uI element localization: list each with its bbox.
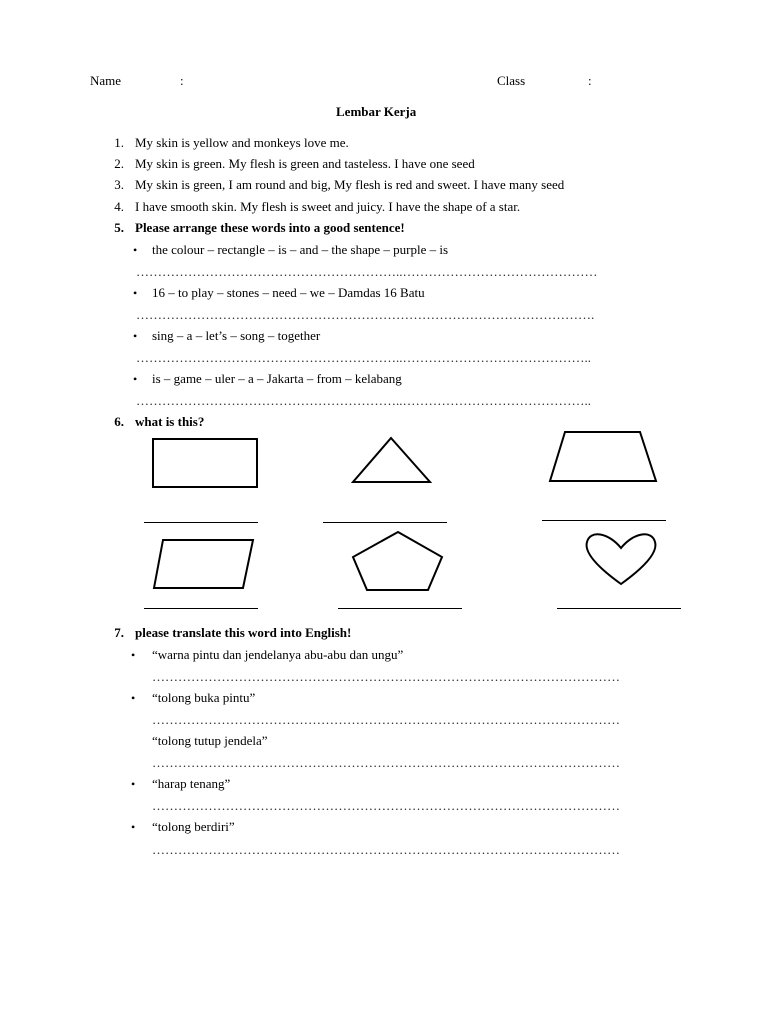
translate-prompt: “harap tenang” — [152, 776, 231, 791]
translate-prompt: “tolong buka pintu” — [152, 690, 256, 705]
bullet-icon: • — [131, 777, 136, 791]
answer-line[interactable]: ……………………………………………………………………………………………… — [152, 842, 620, 857]
bullet-icon: • — [133, 243, 138, 257]
question-title: please translate this word into English! — [135, 625, 352, 640]
riddle-text: My skin is green. My flesh is green and tasteless. I have one seed — [135, 156, 475, 171]
answer-line[interactable]: ……………………………………………………………………………………………… — [152, 798, 620, 813]
question-title: what is this? — [135, 414, 205, 429]
shape-answer-line[interactable] — [323, 522, 447, 523]
riddle-text: My skin is yellow and monkeys love me. — [135, 135, 349, 150]
translate-prompt: “tolong berdiri” — [152, 819, 235, 834]
translate-prompt: “tolong tutup jendela” — [152, 733, 268, 748]
arrange-prompt: is – game – uler – a – Jakarta – from – kelabang — [152, 371, 402, 386]
rectangle-icon — [153, 439, 257, 487]
shape-answer-line[interactable] — [144, 522, 258, 523]
answer-line[interactable]: ……………………………………………………..…………………………………….. — [136, 393, 591, 408]
bullet-icon: • — [131, 648, 136, 662]
triangle-icon — [353, 438, 430, 482]
parallelogram-icon — [154, 540, 253, 588]
heart-icon — [587, 534, 656, 584]
arrange-prompt: the colour – rectangle – is – and – the shape – purple – is — [152, 242, 449, 257]
shape-answer-line[interactable] — [542, 520, 666, 521]
name-label: Name — [90, 73, 122, 88]
bullet-icon: • — [131, 820, 136, 834]
question-number: 5. — [114, 220, 124, 235]
riddle-text: I have smooth skin. My flesh is sweet and juicy. I have the shape of a star. — [135, 199, 521, 214]
name-colon: : — [180, 73, 184, 88]
question-number: 6. — [114, 414, 124, 429]
question-title: Please arrange these words into a good sentence! — [135, 220, 405, 235]
class-label: Class — [497, 73, 526, 88]
trapezoid-icon — [550, 432, 656, 481]
riddle-number: 2. — [114, 156, 124, 171]
riddle-text: My skin is green, I am round and big, My flesh is red and sweet. I have many seed — [135, 177, 565, 192]
answer-line[interactable]: ……………………………………………………………………………………………… — [152, 712, 620, 727]
answer-line[interactable]: ……………………………………………………..…………………………………….. — [136, 350, 591, 365]
page-title: Lembar Kerja — [336, 104, 417, 119]
question-number: 7. — [114, 625, 124, 640]
riddle-number: 4. — [114, 199, 124, 214]
arrange-prompt: 16 – to play – stones – need – we – Damdas 16 Batu — [152, 285, 425, 300]
bullet-icon: • — [133, 372, 138, 386]
shape-answer-line[interactable] — [557, 608, 681, 609]
bullet-icon: • — [133, 286, 138, 300]
answer-line[interactable]: ……………………………………………………………………………………………… — [152, 755, 620, 770]
shape-answer-line[interactable] — [144, 608, 258, 609]
translate-prompt: “warna pintu dan jendelanya abu-abu dan ungu” — [152, 647, 404, 662]
bullet-icon: • — [131, 691, 136, 705]
riddle-number: 3. — [114, 177, 124, 192]
pentagon-icon — [353, 532, 442, 590]
class-colon: : — [588, 73, 592, 88]
arrange-prompt: sing – a – let’s – song – together — [152, 328, 321, 343]
riddle-number: 1. — [114, 135, 124, 150]
answer-line[interactable]: ……………………………………………………..……………………………………… — [136, 264, 598, 279]
bullet-icon: • — [133, 329, 138, 343]
answer-line[interactable]: ……………………………………………………………………………………………… — [152, 669, 620, 684]
answer-line[interactable]: ……………………………………………………………………………………………. — [136, 307, 595, 322]
shape-answer-line[interactable] — [338, 608, 462, 609]
